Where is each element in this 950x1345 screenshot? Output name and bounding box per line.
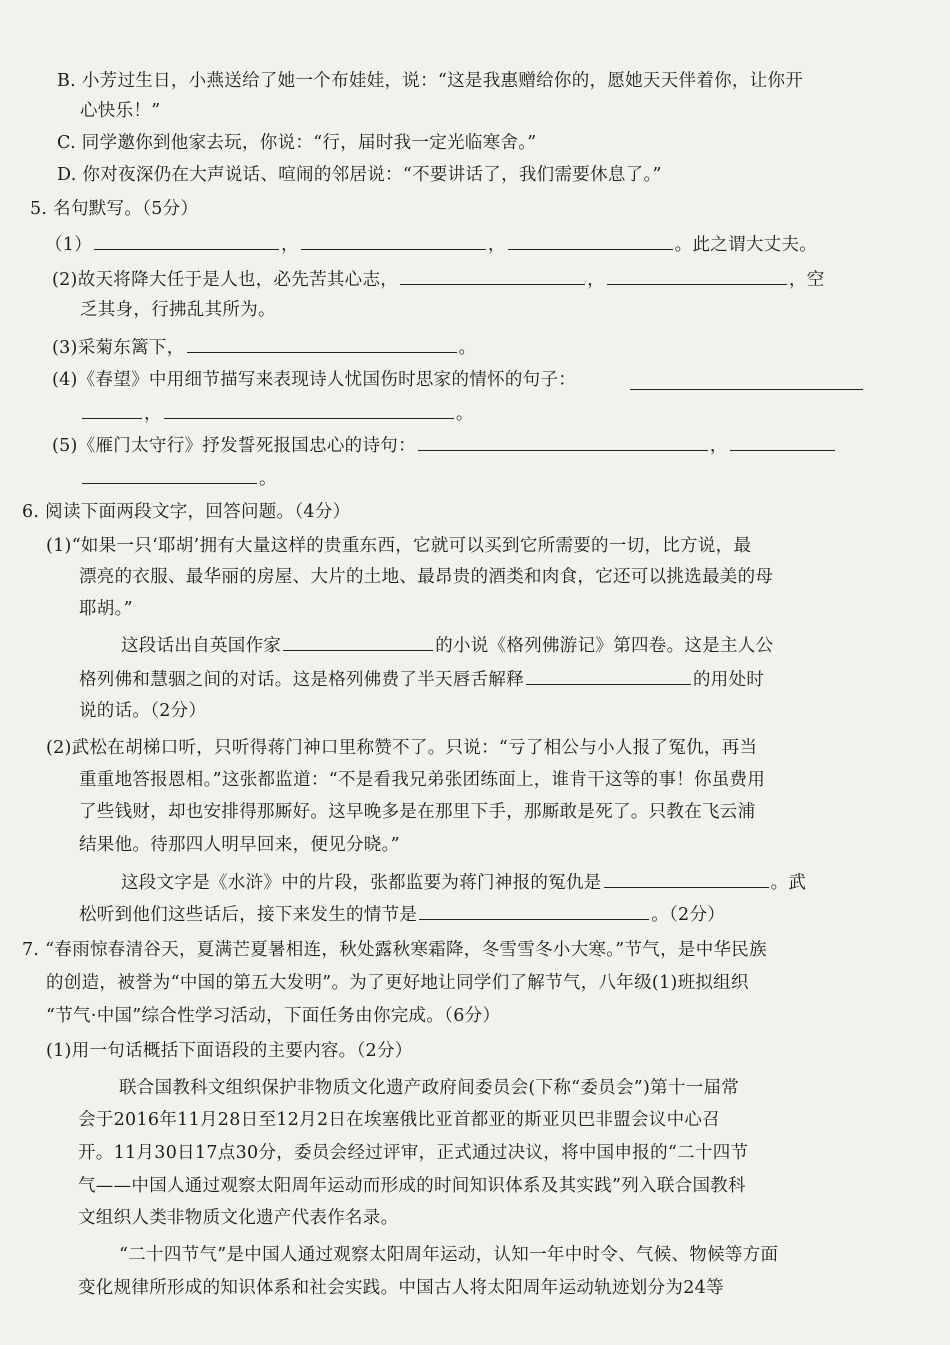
q7-paragraph2-line2: 变化规律所形成的知识体系和社会实践。中国古人将太阳周年运动轨迹划分为24等: [78, 1278, 724, 1298]
answer-blank[interactable]: [164, 400, 454, 419]
q6-question1-line1: 这段话出自英国作家 的小说《格列佛游记》第四卷。这是主人公: [121, 632, 773, 658]
answer-blank[interactable]: [187, 334, 457, 353]
answer-blank[interactable]: [301, 231, 486, 250]
answer-blank[interactable]: [604, 869, 769, 888]
answer-blank[interactable]: [607, 266, 787, 285]
answer-blank[interactable]: [400, 266, 585, 285]
answer-blank[interactable]: [82, 465, 257, 484]
q6-passage2-line4: 结果他。待那四人明早回来，便见分晓。”: [79, 835, 400, 855]
answer-blank[interactable]: [526, 666, 691, 685]
answer-blank[interactable]: [419, 901, 649, 920]
q6-passage1-line2: 漂亮的衣服、最华丽的房屋、大片的土地、最昂贵的酒类和肉食，它还可以挑选最美的母: [79, 567, 774, 587]
q6-question2-line2: 松听到他们这些话后，接下来发生的情节是 。（2分）: [79, 901, 725, 927]
q6-passage1-line3: 耶胡。”: [79, 599, 133, 619]
q4-option-b-line1: B. 小芳过生日，小燕送给了她一个布娃娃，说：“这是我惠赠给你的，愿她天天伴着你，让你开: [57, 71, 804, 91]
answer-blank[interactable]: [82, 400, 142, 419]
q6-question1-line2: 格列佛和慧骃之间的对话。这是格列佛费了半天唇舌解释 的用处时: [79, 666, 764, 692]
q4-option-c: C. 同学邀你到他家去玩，你说：“行，届时我一定光临寒舍。”: [57, 133, 537, 153]
q6-passage2-line1: (2)武松在胡梯口听，只听得蒋门神口里称赞不了。只说：“亏了相公与小人报了冤仇，再当: [46, 738, 758, 758]
q7-intro-line3: “节气·中国”综合性学习活动，下面任务由你完成。（6分）: [46, 1006, 501, 1026]
q6-passage2-line3: 了些钱财，却也安排得那厮好。这早晚多是在那里下手，那厮敢是死了。只教在飞云浦: [79, 802, 756, 822]
q5-item-3: (3)采菊东篱下， 。: [52, 334, 476, 360]
q6-question1-line3: 说的话。（2分）: [79, 701, 207, 721]
q7-paragraph1-line3: 开。11月30日17点30分，委员会经过评审，正式通过决议，将中国申报的“二十四节: [78, 1143, 749, 1163]
q4-option-d: D. 你对夜深仍在大声说话、喧闹的邻居说：“不要讲话了，我们需要休息了。”: [57, 165, 662, 185]
q7-paragraph1-line2: 会于2016年11月28日至12月2日在埃塞俄比亚首都亚的斯亚贝巴非盟会议中心召: [78, 1110, 720, 1130]
q7-paragraph1-line4: 气——中国人通过观察太阳周年运动而形成的时间知识体系及其实践”列入联合国教科: [78, 1176, 746, 1196]
q5-item-4-cont: ， 。: [80, 400, 474, 426]
q5-item-2: (2)故天将降大任于是人也，必先苦其心志， ， ，空: [52, 266, 825, 292]
q7-sub1-heading: (1)用一句话概括下面语段的主要内容。（2分）: [46, 1041, 413, 1061]
answer-blank[interactable]: [283, 632, 433, 651]
q7-intro-line1: 7. “春雨惊春清谷天，夏满芒夏暑相连，秋处露秋寒霜降，冬雪雪冬小大寒。”节气，是中华民族: [22, 940, 767, 960]
q6-passage1-line1: (1)“如果一只‘耶胡’拥有大量这样的贵重东西，它就可以买到它所需要的一切，比方说，最: [46, 536, 752, 556]
q7-paragraph1-line1: 联合国教科文组织保护非物质文化遗产政府间委员会(下称“委员会”)第十一届常: [119, 1078, 740, 1098]
answer-blank[interactable]: [94, 231, 279, 250]
q4-option-b-line2: 心快乐！”: [80, 101, 161, 121]
q7-paragraph2-line1: “二十四节气”是中国人通过观察太阳周年运动，认知一年中时令、气候、物候等方面: [119, 1245, 779, 1265]
q6-heading: 6. 阅读下面两段文字，回答问题。（4分）: [22, 502, 351, 522]
q7-intro-line2: 的创造，被誉为“中国的第五大发明”。为了更好地让同学们了解节气，八年级(1)班拟组织: [46, 973, 749, 993]
answer-blank[interactable]: [730, 432, 835, 451]
q6-passage2-line2: 重重地答报恩相。”这张都监道：“不是看我兄弟张团练面上，谁肯干这等的事！你虽费用: [79, 770, 766, 790]
q5-heading: 5. 名句默写。（5分）: [30, 199, 199, 219]
answer-blank[interactable]: [508, 231, 673, 250]
q5-item-2-cont: 乏其身，行拂乱其所为。: [80, 300, 276, 320]
q5-item-5-cont: 。: [80, 465, 277, 491]
answer-blank[interactable]: [630, 389, 863, 390]
q7-paragraph1-line5: 文组织人类非物质文化遗产代表作名录。: [78, 1208, 399, 1228]
q5-item-5: (5)《雁门太守行》抒发誓死报国忠心的诗句： ，: [52, 432, 837, 458]
q5-item-1: （1） ， ， 。此之谓大丈夫。: [45, 231, 817, 257]
q6-question2-line1: 这段文字是《水浒》中的片段，张都监要为蒋门神报的冤仇是 。武: [121, 869, 806, 895]
q5-item-4: (4)《春望》中用细节描写来表现诗人忧国伤时思家的情怀的句子：: [52, 370, 577, 390]
answer-blank[interactable]: [418, 432, 708, 451]
